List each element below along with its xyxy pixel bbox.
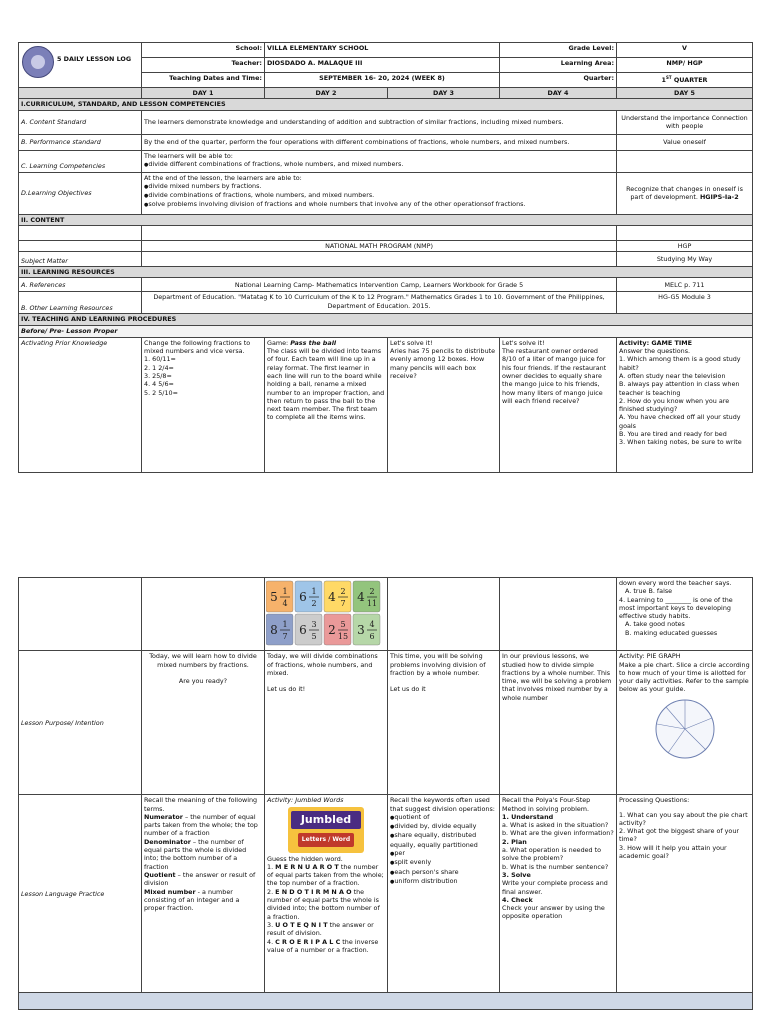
competencies-text: The learners will be able to: ● divide different combinations of fractions, whole numbers, and mixed numbers.: [142, 150, 617, 172]
next-section-band: [19, 993, 753, 1010]
purpose-label: Lesson Purpose/ Intention: [19, 651, 142, 795]
subject-matter-label: Subject Matter: [19, 252, 142, 267]
references-text: National Learning Camp- Mathematics Intervention Camp, Learners Workbook for Grade 5: [142, 278, 617, 292]
performance-standard-label: B. Performance standard: [19, 134, 142, 150]
performance-standard-text: By the end of the quarter, perform the four operations with different combinations of fractions, whole numbers, and mixed numbers.: [142, 134, 617, 150]
purpose-day2: Today, we will divide combinations of fractions, whole numbers, and mixed. Let us do it!: [265, 651, 388, 795]
tile-whole-number: 3: [357, 623, 365, 637]
objectives-label: D.Learning Objectives: [19, 172, 142, 214]
competencies-day5: [617, 150, 753, 172]
section-content: II. CONTENT: [19, 214, 753, 225]
header-logo-cell: [19, 43, 142, 88]
mixed-number-tile: [353, 581, 380, 612]
tile-denominator: 11: [366, 599, 378, 608]
teacher-value: DIOSDADO A. MALAQUE III: [265, 58, 500, 73]
mixed-number-tiles: [265, 578, 388, 651]
day-5-header: DAY 5: [617, 88, 753, 99]
objectives-text: At the end of the lesson, the learners are able to: ● divide mixed numbers by fractions. ● divide combinations of fractions, whole numbers, and mixed numbers. ● solve problems involving division of fractions and whole numbers that involve any of the other operationsof fractions.: [142, 172, 617, 214]
tile-whole-number: 4: [328, 590, 336, 604]
school-label: School:: [142, 43, 265, 58]
dates-label: Teaching Dates and Time:: [142, 73, 265, 88]
p2-day1-continued: [142, 578, 265, 651]
objectives-day5: Recognize that changes in oneself is part of development. HGIPS-Ia-2: [617, 172, 753, 214]
mixed-number-tile: [266, 614, 293, 645]
purpose-day1: Today, we will learn how to divide mixed numbers by fractions. Are you ready?: [142, 651, 265, 795]
p2-continued-label: [19, 578, 142, 651]
tile-denominator: 15: [337, 632, 349, 641]
day-3-header: DAY 3: [388, 88, 500, 99]
tile-numerator: 1: [282, 620, 288, 629]
tile-numerator: 5: [340, 620, 346, 629]
activating-day5: Activity: GAME TIME Answer the questions. 1. Which among them is a good study habit? A. often study near the television B. always pay attention in class when teacher is teaching 2. How do you know when you are finished studying? A. You have checked off all your study goals B. You are tired and ready for bed 3. When taking notes, be sure to write: [617, 337, 753, 472]
other-resources-text: Department of Education. "Matatag K to 10 Curriculum of the K to 12 Program." Mathematics Grades 1 to 10. Government of the Philippines, Department of Education. 2015.: [142, 292, 617, 314]
lesson-log-table-page-1: [18, 42, 753, 473]
section-procedures: IV. TEACHING AND LEARNING PROCEDURES: [19, 314, 753, 325]
tile-denominator: 5: [311, 632, 317, 641]
language-day3: Recall the keywords often used that suggest division operations: ● quotient of ● divided by, divide equally ● share equally, distributed equally, equally partitioned ● per ● split evenly ● each person's share ● uniform distribution: [388, 795, 500, 993]
competencies-label: C. Learning Competencies: [19, 150, 142, 172]
doc-title: 5 DAILY LESSON LOG: [57, 55, 132, 63]
area-label: Learning Area:: [500, 58, 617, 73]
jumbled-words-banner: Jumbled Letters / Word: [288, 807, 364, 853]
section-before: Before/ Pre- Lesson Proper: [19, 325, 753, 337]
tile-numerator: 1: [311, 587, 317, 596]
day-2-header: DAY 2: [265, 88, 388, 99]
content-day5: HGP: [617, 240, 753, 251]
language-day2: Activity: Jumbled Words Jumbled Letters / Word Guess the hidden word. 1. M E R N U A R O T the number of equal parts taken from the whole; the top number of a fraction. 2. E N D O T I R M N A O the number of equal parts the whole is divided into; the bottom number of a fraction. 3. U O T E Q N I T the answer or result of division. 4. C R O E R I P A L C the inverse value of a number or a fraction.: [265, 795, 388, 993]
p2-day4-continued: [500, 578, 617, 651]
lesson-log-table-page-2: [18, 577, 753, 1010]
tile-numerator: 2: [340, 587, 346, 596]
references-day5: MELC p. 711: [617, 278, 753, 292]
p2-day3-continued: [388, 578, 500, 651]
content-day5-spacer: [617, 225, 753, 240]
day-4-header: DAY 4: [500, 88, 617, 99]
language-day5: Processing Questions: 1. What can you say about the pie chart activity? 2. What got the biggest share of your time? 3. How will it help you attain your academic goal?: [617, 795, 753, 993]
tile-numerator: 4: [369, 620, 375, 629]
purpose-day4: In our previous lessons, we studied how to divide simple fractions by a whole number. This time, we will be solving a problem that involves mixed number by a whole number: [500, 651, 617, 795]
tile-whole-number: 6: [299, 623, 307, 637]
other-resources-day5: HG-G5 Module 3: [617, 292, 753, 314]
content-standard-day5: Understand the importance Connection with people: [617, 110, 753, 134]
tile-whole-number: 4: [357, 590, 365, 604]
dates-value: SEPTEMBER 16- 20, 2024 (WEEK 8): [265, 73, 500, 88]
tile-whole-number: 5: [270, 590, 278, 604]
quarter-value: 1ST QUARTER: [617, 73, 753, 88]
day-1-header: DAY 1: [142, 88, 265, 99]
tile-denominator: 7: [282, 632, 288, 641]
subject-matter-day5: Studying My Way: [617, 252, 753, 267]
activating-day1: Change the following fractions to mixed numbers and vice versa. 1. 60/11= 2. 1 2/4= 3. 25/8= 4. 4 5/6= 5. 2 5/10=: [142, 337, 265, 472]
grade-label: Grade Level:: [500, 43, 617, 58]
content-main: NATIONAL MATH PROGRAM (NMP): [142, 240, 617, 251]
subject-blank: [19, 240, 142, 251]
language-practice-label: Lesson Language Practice: [19, 795, 142, 993]
section-resources: III. LEARNING RESOURCES: [19, 267, 753, 278]
language-day1: Recall the meaning of the following terms. Numerator – the number of equal parts taken from the whole; the top number of a fraction Denominator – the number of equal parts the whole is divided into; the bottom number of a fraction Quotient – the answer or result of division Mixed number - a number consisting of an integer and a proper fraction.: [142, 795, 265, 993]
tile-denominator: 2: [311, 599, 317, 608]
mixed-number-tile: [324, 614, 351, 645]
content-spacer: [142, 225, 617, 240]
school-value: VILLA ELEMENTARY SCHOOL: [265, 43, 500, 58]
day-header-blank: [19, 88, 142, 99]
performance-standard-day5: Value oneself: [617, 134, 753, 150]
p2-day5-continued: down every word the teacher says. A. true B. false 4. Learning to ________ is one of the most important keys to developing effective study habits. A. take good notes B. making educated guesses: [617, 578, 753, 651]
activating-day3: Let's solve it! Aries has 75 pencils to distribute evenly among 12 boxes. How many pencils will each box receive?: [388, 337, 500, 472]
activating-day4: Let's solve it! The restaurant owner ordered 8/10 of a liter of mango juice for his four friends. If the restaurant owner decides to equally share the mango juice to his friends, how many liters of mango juice will each friend receive?: [500, 337, 617, 472]
area-value: NMP/ HGP: [617, 58, 753, 73]
teacher-label: Teacher:: [142, 58, 265, 73]
references-label: A. References: [19, 278, 142, 292]
tile-numerator: 3: [311, 620, 317, 629]
mixed-number-tile: [324, 581, 351, 612]
tile-denominator: 4: [282, 599, 288, 608]
grade-value: V: [617, 43, 753, 58]
mixed-number-tiles-graphic: [266, 580, 382, 646]
subject-matter-text: [142, 252, 617, 267]
content-standard-text: The learners demonstrate knowledge and understanding of addition and subtraction of similar fractions, including mixed numbers.: [142, 110, 617, 134]
activating-label: Activating Prior Knowledge: [19, 337, 142, 472]
activating-day2: Game: Pass the ball The class will be divided into teams of four. Each team will line up in a relay format. The first learner in each line will run to the board while holding a ball, rename a mixed number to an improper fraction, and then return to pass the ball to the next team member. The first team to complete all the items wins.: [265, 337, 388, 472]
mixed-number-tile: [266, 581, 293, 612]
sample-pie-chart: [654, 698, 716, 760]
purpose-day5: Activity: PIE GRAPH Make a pie chart. Slice a circle according to how much of your time is allotted for your daily activities. Refer to the sample below as your guide.: [617, 651, 753, 795]
content-standard-label: A. Content Standard: [19, 110, 142, 134]
other-resources-label: B. Other Learning Resources: [19, 292, 142, 314]
tile-numerator: 2: [369, 587, 375, 596]
mixed-number-tile: [353, 614, 380, 645]
tile-denominator: 6: [369, 632, 375, 641]
tile-whole-number: 6: [299, 590, 307, 604]
tile-denominator: 7: [340, 599, 346, 608]
quarter-label: Quarter:: [500, 73, 617, 88]
tile-numerator: 1: [282, 587, 288, 596]
tile-whole-number: 8: [270, 623, 278, 637]
content-blank: [19, 225, 142, 240]
tile-whole-number: 2: [328, 623, 336, 637]
mixed-number-tile: [295, 614, 322, 645]
section-curriculum: I.CURRICULUM, STANDARD, AND LESSON COMPETENCIES: [19, 99, 753, 110]
purpose-day3: This time, you will be solving problems involving division of fraction by a whole number. Let us do it: [388, 651, 500, 795]
mixed-number-tile: [295, 581, 322, 612]
language-day4: Recall the Polya's Four-Step Method in solving problem. 1. Understand a. What is asked in the situation? b. What are the given information? 2. Plan a. What operation is needed to solve the problem? b. What is the number sentence? 3. Solve Write your complete process and final answer. 4. Check Check your answer by using the opposite operation: [500, 795, 617, 993]
deped-seal-logo: [22, 46, 54, 78]
